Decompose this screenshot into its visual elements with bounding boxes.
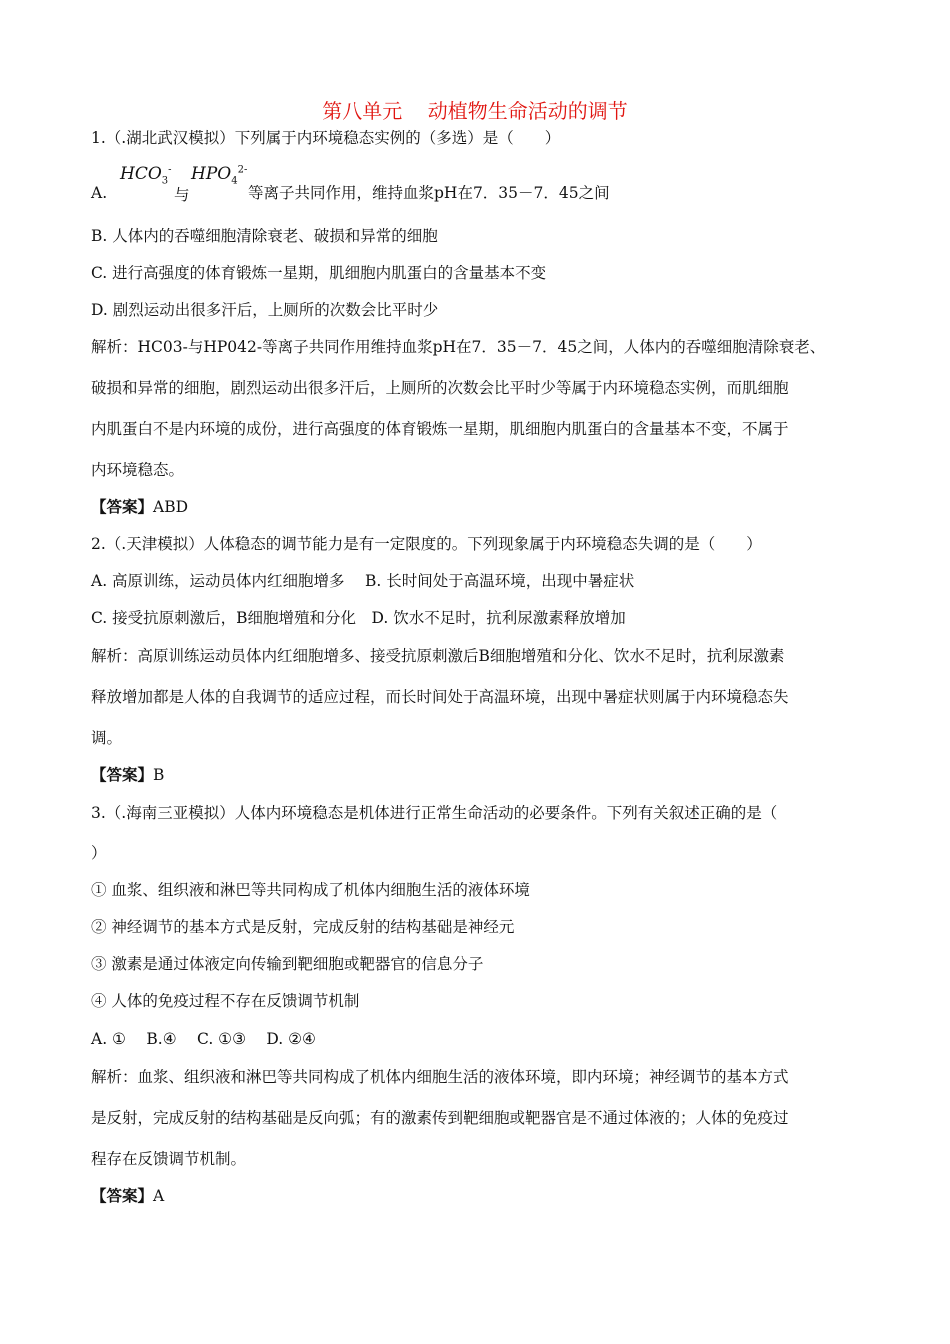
q1-option-a-joiner: 与 <box>174 186 190 204</box>
q1-option-b: B. 人体内的吞噬细胞清除衰老、破损和异常的细胞 <box>91 227 438 245</box>
answer-value: B <box>153 766 165 784</box>
q1-formula-hco3: $HCO_3^-$ <box>120 164 172 187</box>
answer-value: ABD <box>153 498 189 516</box>
q1-analysis-line: 内肌蛋白不是内环境的成份，进行高强度的体育锻炼一星期，肌细胞内肌蛋白的含量基本不变，不属于 <box>91 420 789 438</box>
q1-analysis-line: 内环境稳态。 <box>91 461 185 479</box>
q2-analysis-line: 解析：高原训练运动员体内红细胞增多、接受抗原刺激后B细胞增殖和分化、饮水不足时，抗利尿激素 <box>91 647 785 665</box>
q3-stem-line: 3.（.海南三亚模拟）人体内环境稳态是机体进行正常生命活动的必要条件。下列有关叙述正确的是（ <box>91 804 778 822</box>
q1-option-d: D. 剧烈运动出很多汗后，上厕所的次数会比平时少 <box>91 301 439 319</box>
answer-value: A <box>153 1187 165 1205</box>
q3-analysis-line: 解析：血浆、组织液和淋巴等共同构成了机体内细胞生活的液体环境，即内环境；神经调节的基本方式 <box>91 1068 789 1086</box>
q1-option-a-text: 等离子共同作用，维持血浆pH在7．35－7．45之间 <box>248 184 610 202</box>
q3-analysis-line: 程存在反馈调节机制。 <box>91 1150 247 1168</box>
q3-item: ③ 激素是通过体液定向传输到靶细胞或靶器官的信息分子 <box>91 955 484 973</box>
q3-item: ① 血浆、组织液和淋巴等共同构成了机体内细胞生活的液体环境 <box>91 881 530 899</box>
q2-options-line: C. 接受抗原刺激后，B细胞增殖和分化 D. 饮水不足时，抗利尿激素释放增加 <box>91 609 626 627</box>
q1-option-c: C. 进行高强度的体育锻炼一星期，肌细胞内肌蛋白的含量基本不变 <box>91 264 547 282</box>
q2-analysis-line: 调。 <box>91 729 123 747</box>
q1-analysis-line: 破损和异常的细胞，剧烈运动出很多汗后，上厕所的次数会比平时少等属于内环境稳态实例，而肌细胞 <box>91 379 789 397</box>
q3-stem-line: ） <box>91 844 107 862</box>
q1-answer <box>91 497 188 517</box>
q3-options: A. ① B.④ C. ①③ D. ②④ <box>91 1030 316 1048</box>
q1-analysis-line: 解析：HC03-与HP042-等离子共同作用维持血浆pH在7．35－7．45之间，人体内的吞噬细胞清除衰老、 <box>91 338 826 356</box>
answer-label: 【答案】 <box>91 765 154 784</box>
q2-answer <box>91 765 164 785</box>
q1-formula-hpo4: $HPO_4^{2-}$ <box>191 164 248 187</box>
q2-stem: 2.（.天津模拟）人体稳态的调节能力是有一定限度的。下列现象属于内环境稳态失调的是（ ） <box>91 535 762 553</box>
q1-stem: 1.（.湖北武汉模拟）下列属于内环境稳态实例的（多选）是（ ） <box>91 129 561 147</box>
q3-item: ② 神经调节的基本方式是反射，完成反射的结构基础是神经元 <box>91 918 515 936</box>
q2-analysis-line: 释放增加都是人体的自我调节的适应过程，而长时间处于高温环境，出现中暑症状则属于内环境稳态失 <box>91 688 789 706</box>
q1-option-a-prefix: A. <box>91 184 108 202</box>
q2-options-line: A. 高原训练，运动员体内红细胞增多 B. 长时间处于高温环境，出现中暑症状 <box>91 572 635 590</box>
answer-label: 【答案】 <box>91 1186 154 1205</box>
q3-analysis-line: 是反射，完成反射的结构基础是反向弧；有的激素传到靶细胞或靶器官是不通过体液的；人体的免疫过 <box>91 1109 789 1127</box>
q3-item: ④ 人体的免疫过程不存在反馈调节机制 <box>91 992 360 1010</box>
page-title: 第八单元 动植物生命活动的调节 <box>322 99 628 123</box>
answer-label: 【答案】 <box>91 497 154 516</box>
q3-answer <box>91 1186 164 1206</box>
